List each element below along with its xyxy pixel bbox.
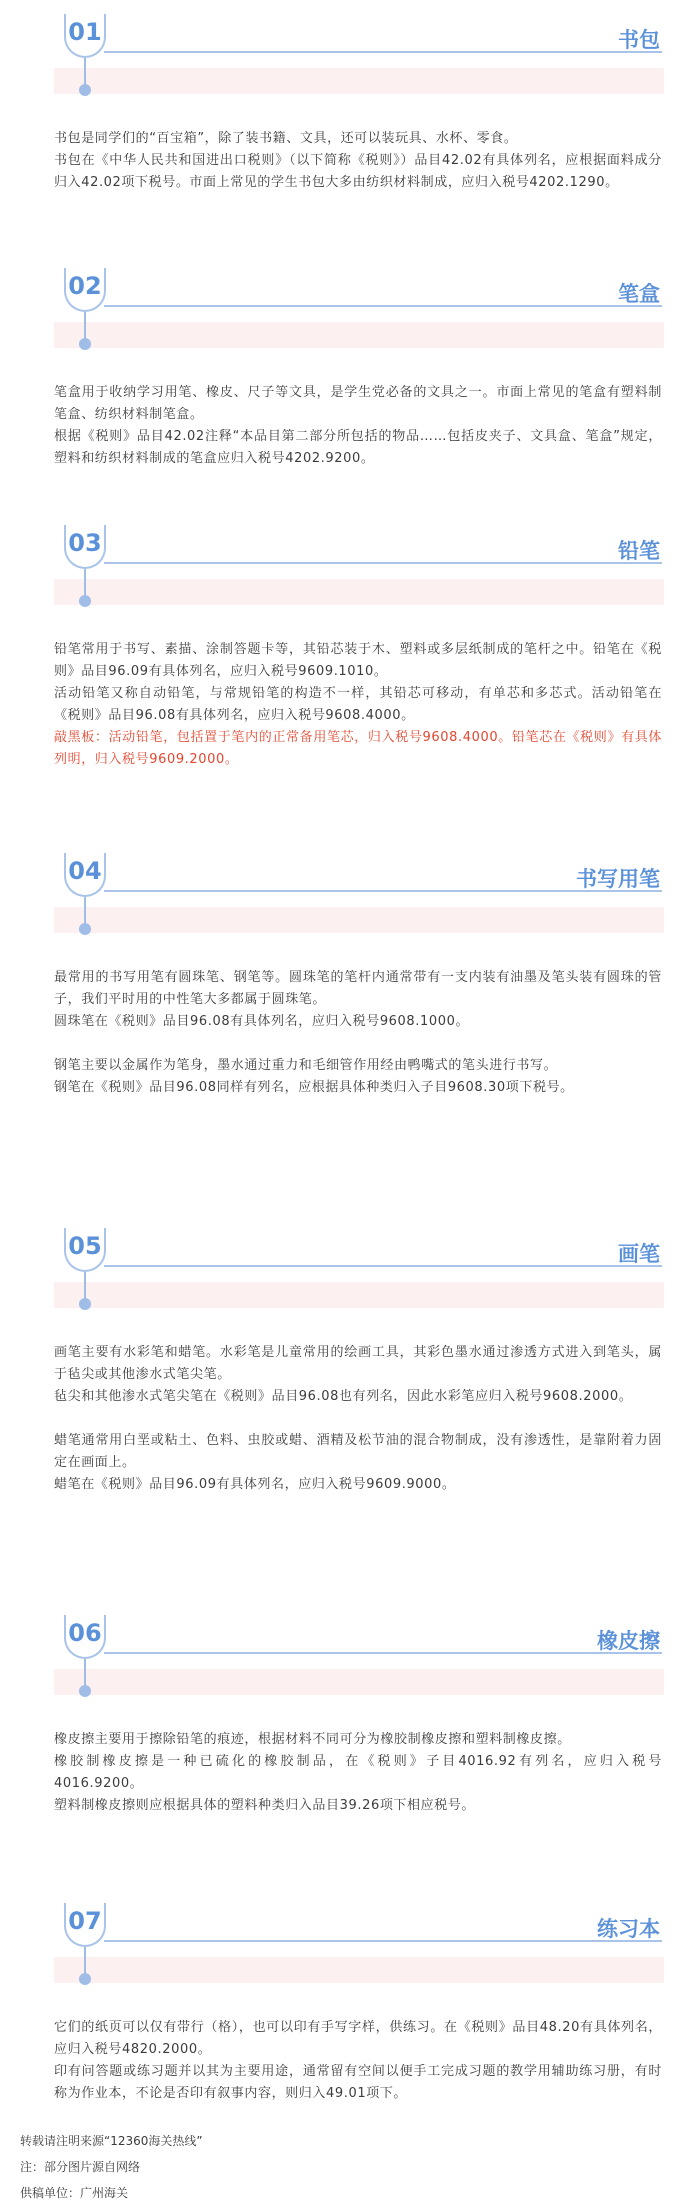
- section-header: [0, 525, 692, 617]
- section-title: 铅笔: [618, 539, 660, 563]
- contributor-note: 供稿单位：广州海关: [20, 2186, 129, 2200]
- section-body: [54, 639, 662, 771]
- timeline-dot: [79, 595, 91, 607]
- header-line: [104, 1652, 662, 1654]
- section-title: 书包: [618, 28, 660, 52]
- section-header: [0, 1228, 692, 1320]
- paragraph: 蜡笔通常用白垩或粘土、色料、虫胶或蜡、酒精及松节油的混合物制成，没有渗透性，是靠附着力固定在画面上。: [54, 1433, 662, 1470]
- paragraph: 钢笔主要以金属作为笔身，墨水通过重力和毛细管作用经由鸭嘴式的笔头进行书写。: [54, 1058, 558, 1073]
- section-number-badge: 02: [64, 268, 106, 312]
- timeline-dot: [79, 338, 91, 350]
- section-body: [54, 128, 662, 194]
- timeline-dot: [79, 84, 91, 96]
- section-number-badge: 01: [64, 14, 106, 58]
- header-line: [104, 51, 662, 53]
- paragraph: 书包在《中华人民共和国进出口税则》（以下简称《税则》）品目42.02有具体列名，应根据面料成分归入42.02项下税号。市面上常见的学生书包大多由纺织材料制成，应归入税号4202.1290。: [54, 153, 662, 190]
- section-body: [54, 2017, 662, 2105]
- section-number-badge: 07: [64, 1903, 106, 1947]
- paragraph: 蜡笔在《税则》品目96.09有具体列名，应归入税号9609.9000。: [54, 1477, 456, 1492]
- timeline-dot: [79, 1685, 91, 1697]
- paragraph: 塑料制橡皮擦则应根据具体的塑料种类归入品目39.26项下相应税号。: [54, 1798, 476, 1813]
- image-source-note: 注：部分图片源自网络: [20, 2160, 141, 2174]
- header-highlight-band: [54, 322, 664, 348]
- section-header: [0, 268, 692, 360]
- paragraph: 钢笔在《税则》品目96.08同样有列名，应根据具体种类归入子目9608.30项下税号。: [54, 1080, 574, 1095]
- section-header: [0, 1903, 692, 1995]
- paragraph: 根据《税则》品目42.02注释“本品目第二部分所包括的物品……包括皮夹子、文具盒、笔盒”规定，塑料和纺织材料制成的笔盒应归入税号4202.9200。: [54, 429, 662, 466]
- section-drawing-pens: [0, 1228, 692, 1496]
- section-writing-pens: [0, 853, 692, 1099]
- section-pencil-case: [0, 268, 692, 470]
- section-body: [54, 967, 662, 1099]
- paragraph: 书包是同学们的“百宝箱”，除了装书籍、文具，还可以装玩具、水杯、零食。: [54, 131, 518, 146]
- paragraph: 活动铅笔又称自动铅笔，与常规铅笔的构造不一样，其铅芯可移动，有单芯和多芯式。活动铅笔在《税则》品目96.08有具体列名，应归入税号9608.4000。: [54, 686, 662, 723]
- paragraph: 画笔主要有水彩笔和蜡笔。水彩笔是儿童常用的绘画工具，其彩色墨水通过渗透方式进入到笔头，属于毡尖或其他渗水式笔尖笔。: [54, 1345, 662, 1382]
- paragraph: 橡皮擦主要用于擦除铅笔的痕迹，根据材料不同可分为橡胶制橡皮擦和塑料制橡皮擦。: [54, 1732, 571, 1747]
- paragraph: 橡胶制橡皮擦是一种已硫化的橡胶制品，在《税则》子目4016.92有列名，应归入税号4016.9200。: [54, 1754, 662, 1791]
- timeline-dot: [79, 923, 91, 935]
- header-line: [104, 1265, 662, 1267]
- header-highlight-band: [54, 1669, 664, 1695]
- paragraph: 圆珠笔在《税则》品目96.08有具体列名，应归入税号9608.1000。: [54, 1014, 470, 1029]
- paragraph: 印有问答题或练习题并以其为主要用途，通常留有空间以便手工完成习题的教学用辅助练习册，有时称为作业本，不论是否印有叙事内容，则归入49.01项下。: [54, 2064, 662, 2101]
- header-highlight-band: [54, 1957, 664, 1983]
- timeline-dot: [79, 1298, 91, 1310]
- section-body: [54, 1729, 662, 1817]
- section-body: [54, 1342, 662, 1496]
- section-title: 画笔: [618, 1242, 660, 1266]
- section-title: 书写用笔: [576, 867, 660, 891]
- section-number-badge: 03: [64, 525, 106, 569]
- section-eraser: [0, 1615, 692, 1817]
- paragraph: 笔盒用于收纳学习用笔、橡皮、尺子等文具，是学生党必备的文具之一。市面上常见的笔盒有塑料制笔盒、纺织材料制笔盒。: [54, 385, 662, 422]
- section-title: 笔盒: [618, 282, 660, 306]
- paragraph: 毡尖和其他渗水式笔尖笔在《税则》品目96.08也有列名，因此水彩笔应归入税号9608.2000。: [54, 1389, 633, 1404]
- section-exercise-book: [0, 1903, 692, 2105]
- header-highlight-band: [54, 1282, 664, 1308]
- section-body: [54, 382, 662, 470]
- paragraph: 最常用的书写用笔有圆珠笔、钢笔等。圆珠笔的笔杆内通常带有一支内装有油墨及笔头装有圆珠的管子，我们平时用的中性笔大多都属于圆珠笔。: [54, 970, 662, 1007]
- timeline-dot: [79, 1973, 91, 1985]
- section-bag: [0, 14, 692, 194]
- header-line: [104, 305, 662, 307]
- footer-notes: [20, 2128, 203, 2206]
- paragraph: 铅笔常用于书写、素描、涂制答题卡等，其铅芯装于木、塑料或多层纸制成的笔杆之中。铅笔在《税则》品目96.09有具体列名，应归入税号9609.1010。: [54, 642, 662, 679]
- section-number-badge: 06: [64, 1615, 106, 1659]
- header-line: [104, 562, 662, 564]
- section-number-badge: 05: [64, 1228, 106, 1272]
- paragraph: 它们的纸页可以仅有带行（格），也可以印有手写字样，供练习。在《税则》品目48.20有具体列名，应归入税号4820.2000。: [54, 2020, 662, 2057]
- section-number-badge: 04: [64, 853, 106, 897]
- header-highlight-band: [54, 907, 664, 933]
- key-point-note: 敲黑板：活动铅笔，包括置于笔内的正常备用笔芯，归入税号9608.4000。铅笔芯在《税则》有具体列明，归入税号9609.2000。: [54, 730, 662, 767]
- header-line: [104, 1940, 662, 1942]
- section-pencil: [0, 525, 692, 771]
- section-title: 橡皮擦: [597, 1629, 660, 1653]
- section-header: [0, 853, 692, 945]
- header-highlight-band: [54, 579, 664, 605]
- section-header: [0, 1615, 692, 1707]
- header-highlight-band: [54, 68, 664, 94]
- section-title: 练习本: [597, 1917, 660, 1941]
- source-note: 转载请注明来源“12360海关热线”: [20, 2134, 203, 2148]
- section-header: [0, 14, 692, 106]
